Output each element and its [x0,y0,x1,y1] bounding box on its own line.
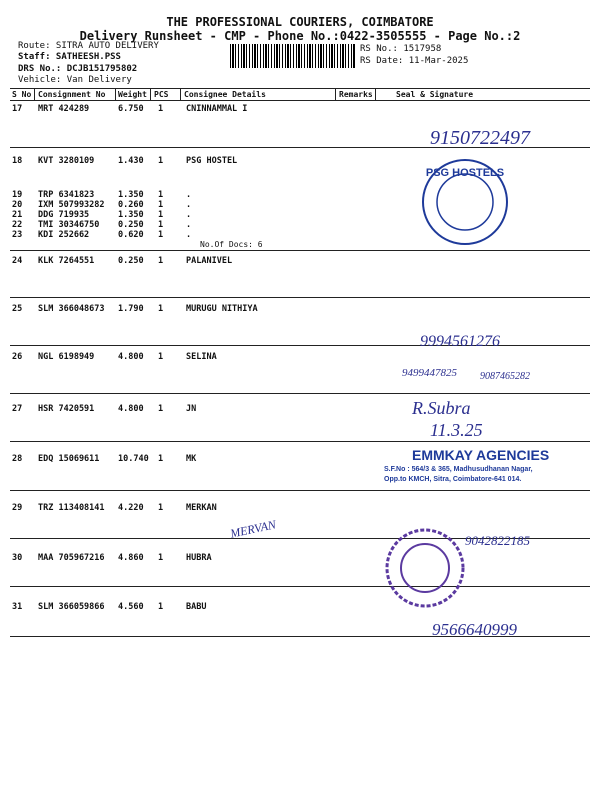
route-label: Route: SITRA AUTO DELIVERY [18,41,159,51]
handwritten-phone: 9042822185 [465,533,530,548]
row-rule [10,441,590,442]
row-pcs: 1 [158,156,164,166]
emmkay-stamp-address1: S.F.No : 564/3 & 365, Madhusudhanan Nagar, [384,466,533,473]
col-header-consignee: Consignee Details [184,90,266,99]
row-consignee: . [186,230,192,240]
row-weight: 0.250 [118,220,144,230]
runsheet-title: Delivery Runsheet - CMP - Phone No.:0422-3505555 - Page No.:2 [79,29,521,43]
row-consignment-no: DDG 719935 [38,210,90,220]
row-consignee: CNINNAMMAL I [186,104,248,114]
barcode [230,44,355,68]
row-weight: 4.800 [118,352,144,362]
row-weight: 1.350 [118,210,144,220]
row-consignment-no: SLM 366048673 [38,304,105,314]
row-weight: 0.260 [118,200,144,210]
row-consignment-no: SLM 366059866 [38,602,105,612]
row-weight: 4.800 [118,404,144,414]
col-divider [180,88,181,100]
row-weight: 4.220 [118,503,144,513]
row-consignee: . [186,220,192,230]
row-weight: 1.430 [118,156,144,166]
row-consignment-no: KLK 7264551 [38,256,95,266]
row-consignee: MERKAN [186,503,217,513]
row-pcs: 1 [158,200,164,210]
col-header-remarks: Remarks [339,90,373,99]
row-pcs: 1 [158,503,164,513]
row-weight: 6.750 [118,104,144,114]
row-sno: 28 [12,454,23,464]
row-pcs: 1 [158,304,164,314]
no-of-docs: No.Of Docs: 6 [200,240,263,249]
row-consignee: PSG HOSTEL [186,156,238,166]
row-weight: 1.790 [118,304,144,314]
row-sno: 21 [12,210,23,220]
row-pcs: 1 [158,602,164,612]
row-pcs: 1 [158,230,164,240]
row-rule [10,297,590,298]
row-consignee: HUBRA [186,553,212,563]
row-consignee: MURUGU NITHIYA [186,304,258,314]
row-consignee: SELINA [186,352,217,362]
row-weight: 0.620 [118,230,144,240]
row-consignment-no: HSR 7420591 [38,404,95,414]
row-pcs: 1 [158,352,164,362]
col-header-sno: S No [12,90,32,99]
row-pcs: 1 [158,210,164,220]
row-sno: 18 [12,156,23,166]
row-weight: 0.250 [118,256,144,266]
col-header-signature: Seal & Signature [396,90,474,99]
row-consignee: PALANIVEL [186,256,233,266]
row-rule [10,345,590,346]
row-weight: 1.350 [118,190,144,200]
row-sno: 25 [12,304,23,314]
hostel-stamp [405,150,535,260]
row-pcs: 1 [158,256,164,266]
row-consignment-no: IXM 507993282 [38,200,105,210]
handwritten-phone: 9499447825 [402,367,457,379]
row-consignment-no: MAA 705967216 [38,553,105,563]
vehicle-label: Vehicle: Van Delivery [18,75,132,85]
drs-label: DRS No.: DCJB151795802 [18,64,138,74]
row-sno: 31 [12,602,23,612]
handwritten-phone: 9087465282 [480,371,530,382]
row-pcs: 1 [158,553,164,563]
row-consignee: BABU [186,602,207,612]
row-consignment-no: TRZ 113408141 [38,503,105,513]
col-divider [34,88,35,100]
rs-date: RS Date: 11-Mar-2025 [360,56,469,66]
col-divider [335,88,336,100]
row-rule [10,586,590,587]
row-sno: 29 [12,503,23,513]
handwritten-phone: 9566640999 [432,620,517,639]
row-consignee: . [186,190,192,200]
row-sno: 30 [12,553,23,563]
row-sno: 19 [12,190,23,200]
col-header-consignment: Consignment No [38,90,106,99]
row-rule [10,490,590,491]
handwritten-date: 11.3.25 [430,420,483,440]
emmkay-stamp-name: EMMKAY AGENCIES [412,447,550,463]
row-consignment-no: EDQ 15069611 [38,454,100,464]
row-consignee: . [186,210,192,220]
row-consignment-no: KVT 3280109 [38,156,95,166]
col-divider [150,88,151,100]
row-consignment-no: TRP 6341823 [38,190,95,200]
row-consignment-no: TMI 30346750 [38,220,100,230]
row-sno: 23 [12,230,23,240]
handwritten-phone: 9150722497 [430,127,530,149]
row-sno: 22 [12,220,23,230]
row-weight: 10.740 [118,454,149,464]
table-top-rule [10,88,590,89]
row-pcs: 1 [158,404,164,414]
row-sno: 17 [12,104,23,114]
company-title: THE PROFESSIONAL COURIERS, COIMBATORE [166,15,434,29]
row-rule [10,393,590,394]
seal-stamp [380,520,470,610]
handwritten-phone: 9994561276 [420,333,500,350]
rs-number: RS No.: 1517958 [360,44,442,54]
row-weight: 4.560 [118,602,144,612]
row-sno: 27 [12,404,23,414]
table-header-rule [10,100,590,101]
row-sno: 26 [12,352,23,362]
row-sno: 20 [12,200,23,210]
row-pcs: 1 [158,190,164,200]
emmkay-stamp-address2: Opp.to KMCH, Sitra, Coimbatore-641 014. [384,476,522,483]
hostel-stamp-text: PSG HOSTELS [425,167,505,179]
col-divider [115,88,116,100]
row-pcs: 1 [158,220,164,230]
row-consignee: JN [186,404,197,414]
row-pcs: 1 [158,104,164,114]
row-weight: 4.860 [118,553,144,563]
row-sno: 24 [12,256,23,266]
handwritten-signature: R.Subra [412,398,471,418]
staff-label: Staff: SATHEESH.PSS [18,52,121,62]
row-pcs: 1 [158,454,164,464]
col-header-weight: Weight [118,90,147,99]
row-consignment-no: KDI 252662 [38,230,90,240]
handwritten-name: MERVAN [228,517,278,541]
row-consignment-no: NGL 6198949 [38,352,95,362]
row-consignee: MK [186,454,197,464]
col-divider [375,88,376,100]
row-consignee: . [186,200,192,210]
col-header-pcs: PCS [154,90,169,99]
row-consignment-no: MRT 424289 [38,104,90,114]
